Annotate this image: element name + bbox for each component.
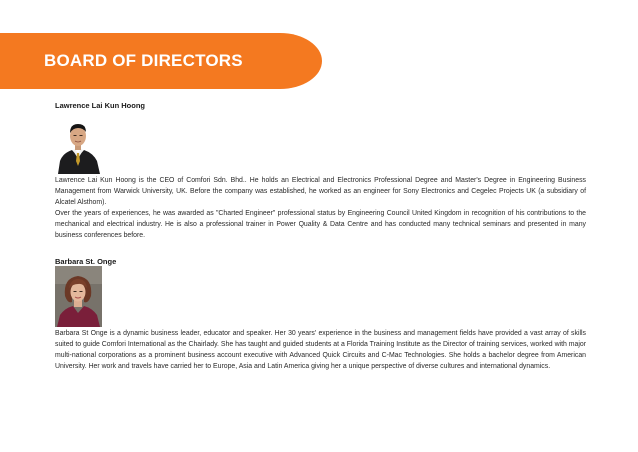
director-photo xyxy=(55,266,102,327)
director-name: Barbara St. Onge xyxy=(55,257,117,266)
bio-paragraph: Over the years of experiences, he was awarded as "Charted Engineer" professional status by Engineering Council United Kingdom in recognition of his contributions to the mechanical and electrical industry. He is also a professional trainer in Power Quality & Data Centre and has conducted many technical seminars and presented in many business conferences before. xyxy=(55,210,586,239)
director-bio xyxy=(55,328,586,372)
page-title: BOARD OF DIRECTORS xyxy=(44,51,243,70)
director-name: Lawrence Lai Kun Hoong xyxy=(55,101,146,110)
bio-paragraph: Barbara St Onge is a dynamic business leader, educator and speaker. Her 30 years' experience in the business and management fields have provided a vast array of skills suited to guide Comfori International as the Chairlady. She has taught and guided students at a Florida Training Institute as the Director of training services, worked with major multi-national corporations as a prominent business account executive with Advanced Quick Circuits and C-Mac Technologies. She holds a bachelor degree from American University. Her work and travels have carried her to Europe, Asia and Latin America giving her a unique perspective of diverse cultures and international dynamics. xyxy=(55,330,586,370)
director-photo xyxy=(55,113,102,174)
bio-paragraph: Lawrence Lai Kun Hoong is the CEO of Comfori Sdn. Bhd.. He holds an Electrical and Electronics Professional Degree and Master's Degree in Engineering Business Management from Warwick University, UK. Before the company was established, he worked as an engineer for Sony Electronics and Cegelec Projects UK (a subsidiary of Alcatel Alsthom). xyxy=(55,177,586,206)
director-bio xyxy=(55,175,586,241)
